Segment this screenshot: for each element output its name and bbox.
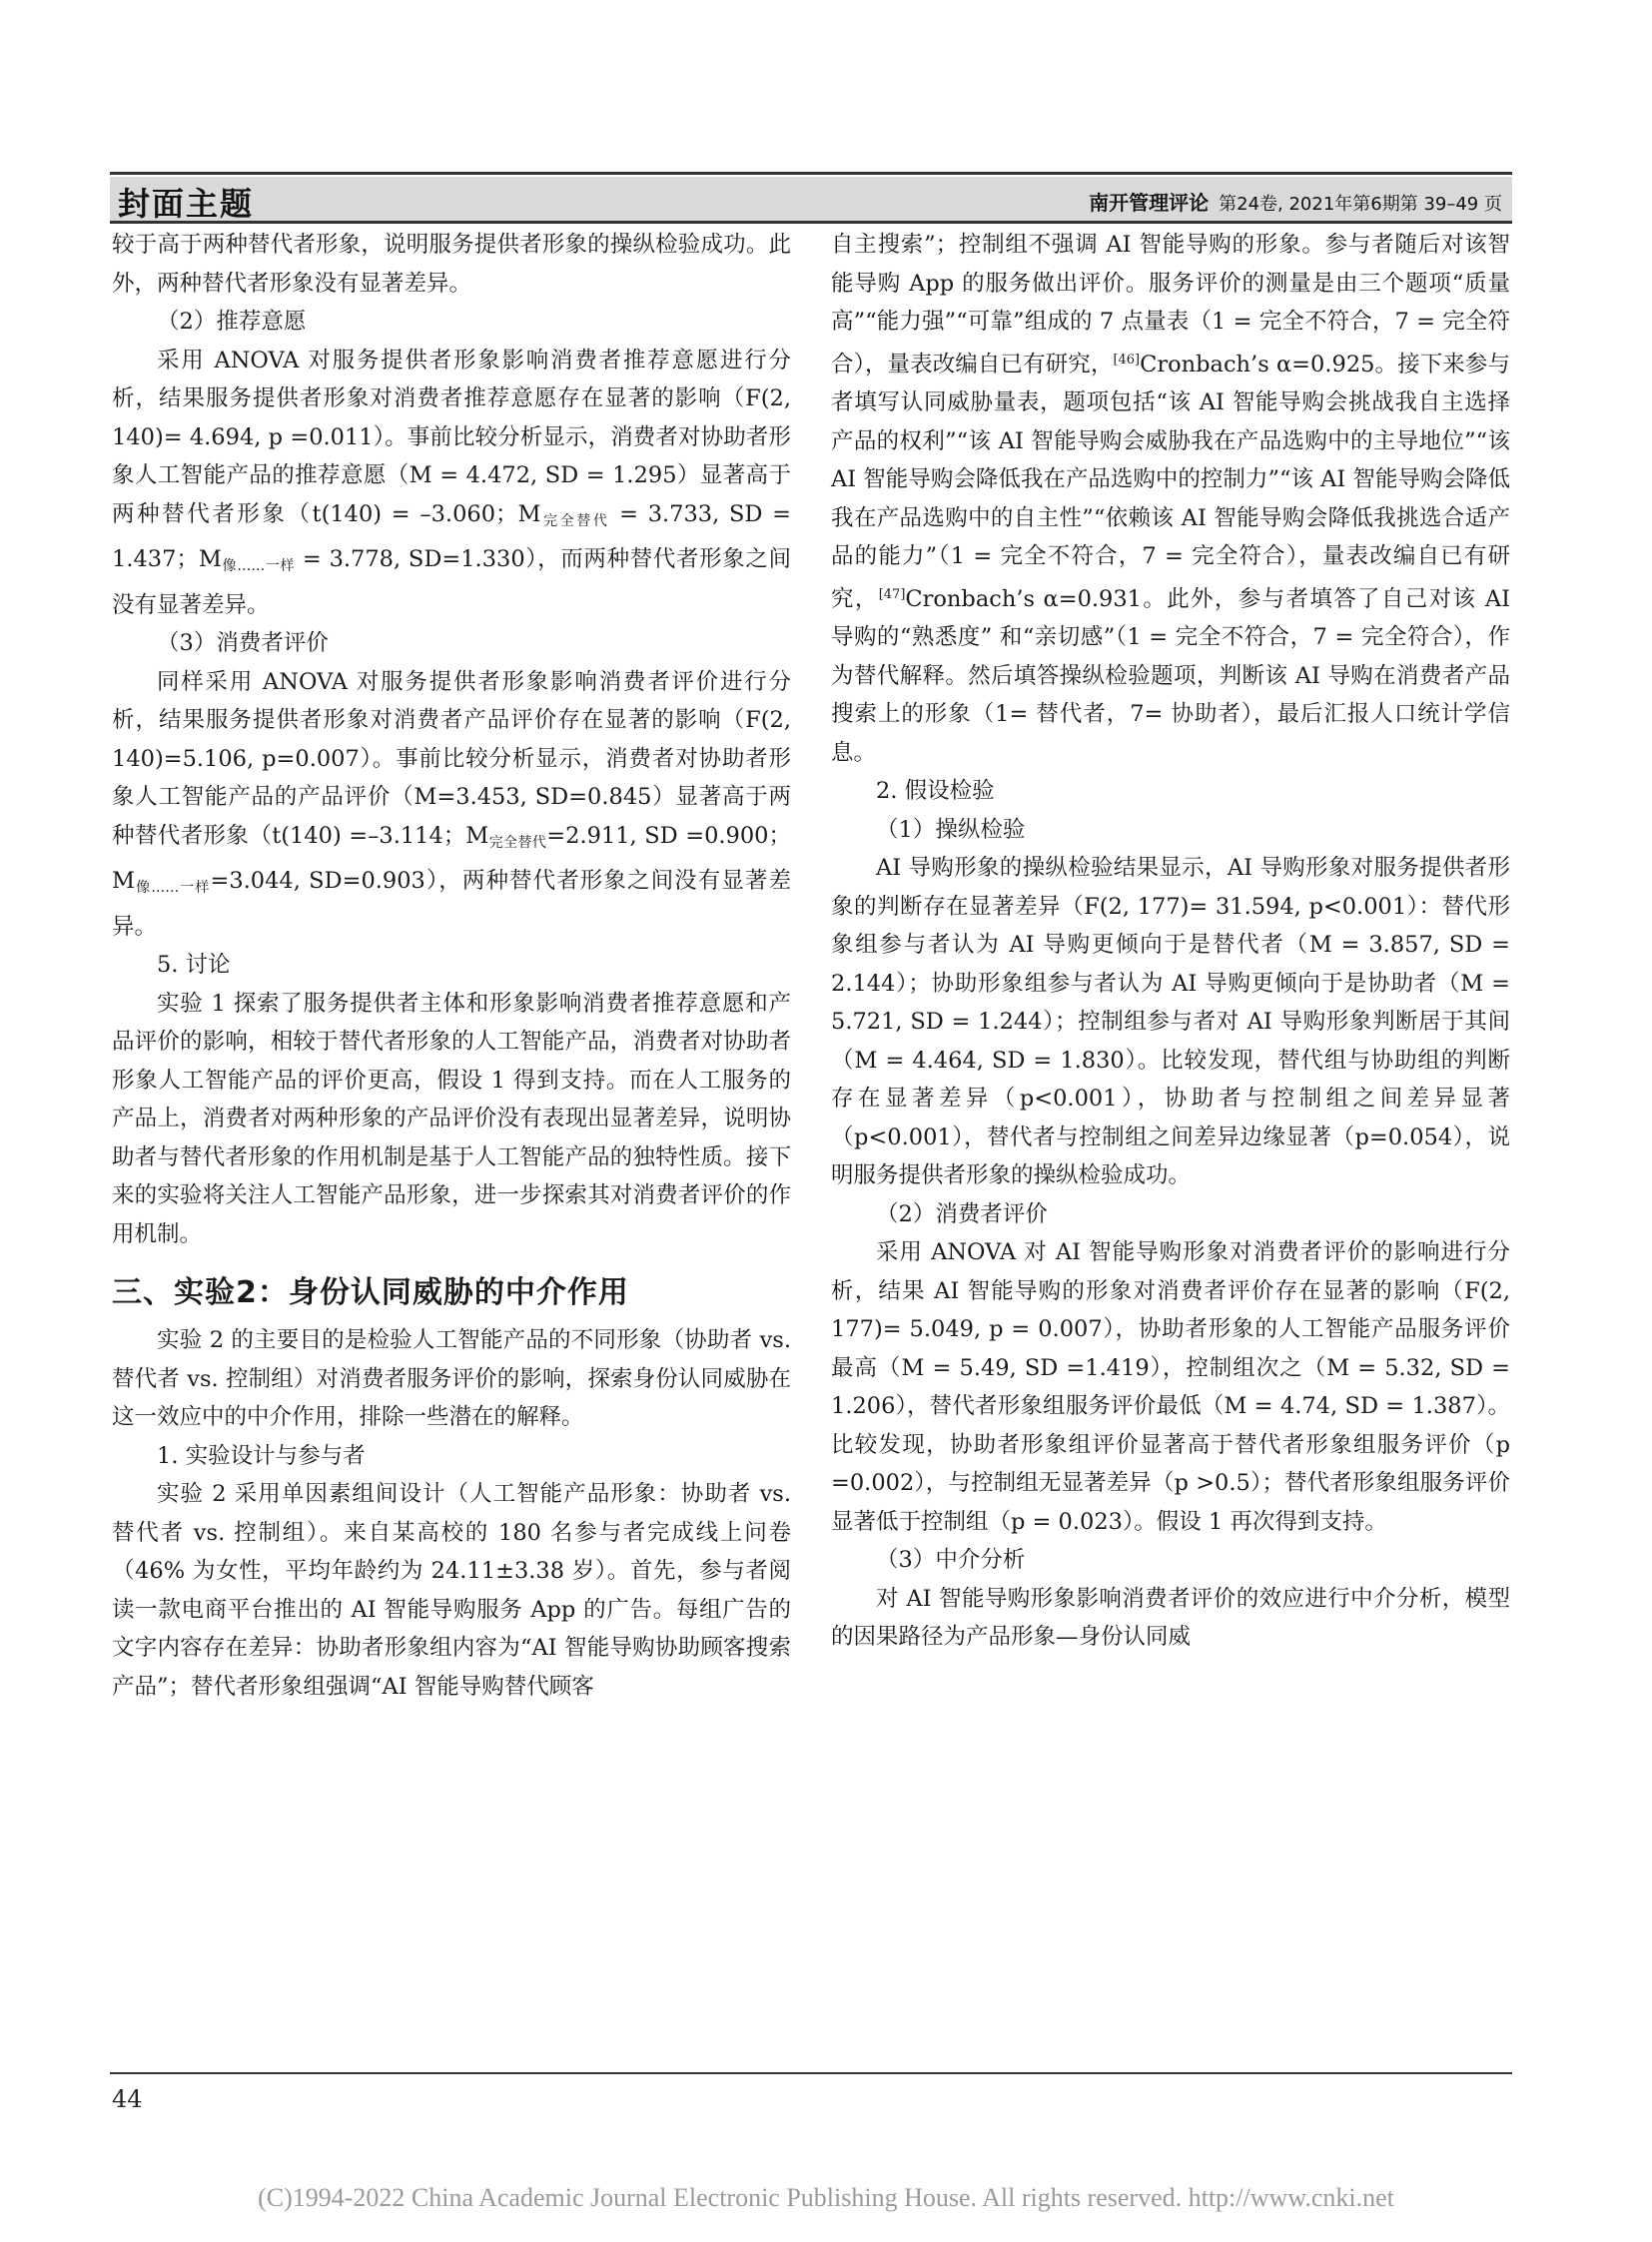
citation-47: [47] — [878, 586, 906, 602]
subheading-discussion: 5. 讨论 — [157, 952, 231, 978]
subheading-recommend: （2）推荐意愿 — [157, 309, 307, 335]
page-number: 44 — [112, 2085, 143, 2113]
subheading-consumer-eval: （2）消费者评价 — [876, 1200, 1048, 1227]
subheading-hypothesis: 2. 假设检验 — [876, 778, 995, 804]
paragraph-mediation: 对 AI 智能导购形象影响消费者评价的效应进行中介分析，模型的因果路径为产品形象—身份认同威 — [831, 1585, 1510, 1650]
paragraph-consumer-eval: 采用 ANOVA 对 AI 智能导购形象对消费者评价的影响进行分析，结果 AI 智能导购的形象对消费者评价存在显著的影响（F(2, 177)= 5.049, p = 0.007），协助者形象的人工智能产品服务评价最高（M = 5.49, SD =1.419），控制组次之（M = 5.32, SD = 1.206），替代者形象组服务评价最低（M = 4.74, SD = 1.387）。比较发现，协助者形象组评价显著高于替代者形象组服务评价（p =0.002），与控制组无显著差异（p >0.5）；替代者形象组服务评价显著低于控制组（p = 0.023）。假设 1 再次得到支持。 — [831, 1239, 1510, 1535]
paragraph-discussion: 实验 1 探索了服务提供者主体和形象影响消费者推荐意愿和产品评价的影响，相较于替代者形象的人工智能产品，消费者对协助者形象人工智能产品的评价更高，假设 1 得到支持。而在人工服务的产品上，消费者对两种形象的产品评价没有表现出显著差异，说明协助者与替代者形象的作用机制是基于人工智能产品的独特性质。接下来的实验将关注人工智能产品形象，进一步探索其对消费者评价的作用机制。 — [112, 990, 791, 1247]
paragraph: 较于高于两种替代者形象，说明服务提供者形象的操纵检验成功。此外，两种替代者形象没有显著差异。 — [112, 232, 791, 297]
subheading-design: 1. 实验设计与参与者 — [157, 1442, 366, 1469]
citation-46: [46] — [1113, 352, 1141, 368]
section-heading-exp2: 三、实验2：身份认同威胁的中介作用 — [112, 1275, 629, 1310]
paragraph-evaluation: 同样采用 ANOVA 对服务提供者形象影响消费者评价进行分析，结果服务提供者形象对消费者产品评价存在显著的影响（F(2, 140)=5.106, p=0.007）。事前比较分析显示，消费者对协助者形象人工智能产品的产品评价（M=3.453, SD=0.845）显著高于两种替代者形象（t(140) =–3.114；$M_{完全替代}=2.911$, SD =0.900；$M_{像\dots\dots 一样}=3.044$, SD=0.903），两种替代者形象之间没有显著差异。 — [112, 668, 791, 940]
running-header — [110, 177, 1512, 224]
section-tag: 封面主题 — [118, 185, 255, 223]
copyright-notice: (C)1994-2022 China Academic Journal Electronic Publishing House. All rights reserved. http://www.cnki.net — [258, 2183, 1394, 2212]
issue-info: 第24卷, 2021年第6期第 39–49 页 — [1219, 194, 1502, 215]
paragraph-design: 实验 2 采用单因素组间设计（人工智能产品形象：协助者 vs. 替代者 vs. 控制组）。来自某高校的 180 名参与者完成线上问卷（46% 为女性，平均年龄约为 24.11±3.38 岁）。首先，参与者阅读一款电商平台推出的 AI 智能导购服务 App 的广告。每组广告的文字内容存在差异：协助者形象组内容为“AI 智能导购协助顾客搜索产品”；替代者形象组强调“AI 智能导购替代顾客 — [112, 1481, 791, 1700]
subheading-evaluation: （3）消费者评价 — [157, 630, 329, 656]
subheading-manipulation: （1）操纵检验 — [876, 816, 1026, 843]
paragraph-exp2-intro: 实验 2 的主要目的是检验人工智能产品的不同形象（协助者 vs. 替代者 vs. 控制组）对消费者服务评价的影响，探索身份认同威胁在这一效应中的中介作用，排除一些潜在的解释。 — [112, 1327, 791, 1430]
header-top-rule — [110, 172, 1512, 175]
paragraph-measures: 自主搜索”；控制组不强调 AI 智能导购的形象。参与者随后对该智能导购 App 的服务做出评价。服务评价的测量是由三个题项“质量高”“能力强”“可靠”组成的 7 点量表（1 = 完全不符合，7 = 完全符合），量表改编自已有研究，[46]Cronbach’s α=0.925。接下来参与者填写认同威胁量表，题项包括“该 AI 智能导购会挑战我自主选择产品的权利”“该 AI 智能导购会威胁我在产品选购中的主导地位”“该 AI 智能导购会降低我在产品选购中的控制力”“该 AI 智能导购会降低我在产品选购中的自主性”“依赖该 AI 智能导购会降低我挑选合适产品的能力”（1 = 完全不符合，7 = 完全符合），量表改编自已有研究，[47]Cronbach’s α=0.931。此外，参与者填答了自己对该 AI 导购的“熟悉度” 和“亲切感”（1 = 完全不符合，7 = 完全符合），作为替代解释。然后填答操纵检验题项，判断该 AI 导购在消费者产品搜索上的形象（1= 替代者，7= 协助者），最后汇报人口统计学信息。 — [831, 232, 1510, 766]
paragraph-manipulation: AI 导购形象的操纵检验结果显示，AI 导购形象对服务提供者形象的判断存在显著差异（F(2, 177)= 31.594, p<0.001）：替代形象组参与者认为 AI 导购更倾向于是替代者（M = 3.857, SD = 2.144）；协助形象组参与者认为 AI 导购更倾向于是协助者（M = 5.721, SD = 1.244）；控制组参与者对 AI 导购形象判断居于其间（M = 4.464, SD = 1.830）。比较发现，替代组与协助组的判断存在显著差异（p<0.001），协助者与控制组之间差异显著（p<0.001），替代者与控制组之间差异边缘显著（p=0.054），说明服务提供者形象的操纵检验成功。 — [831, 855, 1510, 1188]
journal-name: 南开管理评论 — [1089, 191, 1210, 215]
paragraph-recommend: 采用 ANOVA 对服务提供者形象影响消费者推荐意愿进行分析，结果服务提供者形象对消费者推荐意愿存在显著的影响（F(2, 140)= 4.694, p =0.011）。事前比较分析显示，消费者对协助者形象人工智能产品的推荐意愿（M = 4.472, SD = 1.295）显著高于两种替代者形象（t(140) = –3.060；$M_{完全替代} = 3.733$, SD = 1.437；$M_{像\dots\dots 一样} = 3.778$, SD=1.330），而两种替代者形象之间没有显著差异。 — [112, 347, 792, 618]
subheading-mediation: （3）中介分析 — [876, 1547, 1026, 1573]
footer-rule — [110, 2072, 1512, 2074]
journal-info — [1089, 187, 1502, 216]
right-column — [831, 226, 1510, 1657]
left-column — [112, 226, 791, 1706]
